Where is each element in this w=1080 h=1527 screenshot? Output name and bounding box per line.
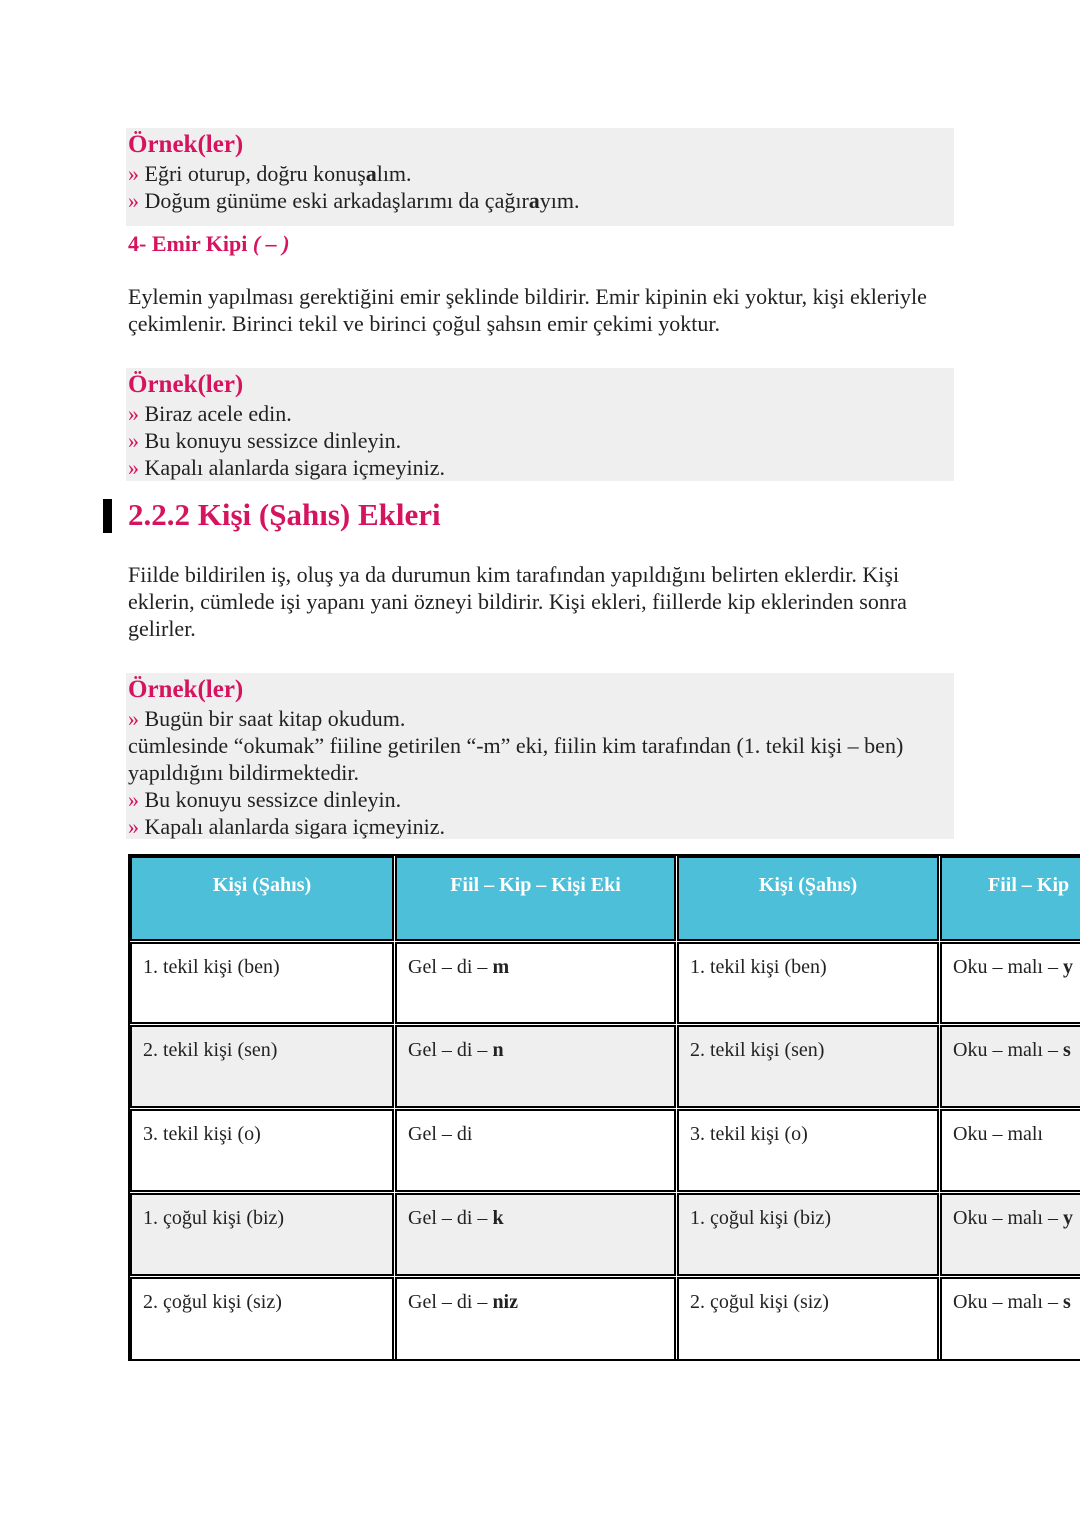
example-title: Örnek(ler) [128,371,244,398]
table-cell: Gel – di – n [395,1025,676,1108]
section-paragraph: Fiilde bildirilen iş, oluş ya da durumun kim tarafından yapıldığını belirten eklerdir. Kişi eklerin, cümlede işi yapanı yani özneyi bildirir. Kişi ekleri, fiillerde kip eklerinden sonra gelirler. [128,562,907,641]
table-cell: Oku – malı – y [940,1193,1080,1276]
example-explanation: cümlesinde “okumak” fiiline getirilen “-m” eki, fiilin kim tarafından (1. tekil kişi – ben) yapıldığını bildirmektedir. [128,733,904,785]
table-cell: 2. çoğul kişi (siz) [130,1277,394,1361]
bullet-marker: » [128,428,139,453]
example-line: » Kapalı alanlarda sigara içmeyiniz. [128,814,446,839]
example-box-3 [126,673,954,839]
example-box-2 [126,368,954,481]
table-cell: Gel – di – m [395,942,676,1024]
table-cell: Gel – di [395,1109,676,1192]
example-line: » Biraz acele edin. [128,401,292,426]
table-cell: 1. tekil kişi (ben) [677,942,939,1024]
section-marker-bar [103,499,112,533]
table-cell: 3. tekil kişi (o) [130,1109,394,1192]
table-cell: Oku – malı – s [940,1025,1080,1108]
emir-kipi-heading: 4- Emir Kipi ( – ) [128,231,290,256]
table-cell: Oku – malı – s [940,1277,1080,1361]
table-cell: Oku – malı [940,1109,1080,1192]
table-cell: 2. çoğul kişi (siz) [677,1277,939,1361]
table-cell: Gel – di – k [395,1193,676,1276]
table-cell: 1. çoğul kişi (biz) [677,1193,939,1276]
section-heading: 2.2.2 Kişi (Şahıs) Ekleri [128,497,441,532]
table-cell: 1. tekil kişi (ben) [130,942,394,1024]
bullet-marker: » [128,161,139,186]
example-line: » Eğri oturup, doğru konuşalım. [128,161,412,186]
example-line: » Kapalı alanlarda sigara içmeyiniz. [128,455,446,480]
bullet-marker: » [128,188,139,213]
table-header-cell: Kişi (Şahıs) [130,856,394,941]
example-box-1 [126,128,954,226]
example-line: » Bugün bir saat kitap okudum. [128,706,406,731]
emir-kipi-paragraph: Eylemin yapılması gerektiğini emir şeklinde bildirir. Emir kipinin eki yoktur, kişi ekleriyle çekimlenir. Birinci tekil ve birinci çoğul şahsın emir çekimi yoktur. [128,284,927,336]
table-cell: 2. tekil kişi (sen) [677,1025,939,1108]
example-line: » Bu konuyu sessizce dinleyin. [128,428,402,453]
table-cell: 1. çoğul kişi (biz) [130,1193,394,1276]
bullet-marker: » [128,706,139,731]
example-title: Örnek(ler) [128,676,244,703]
bullet-marker: » [128,814,139,839]
table-header-cell: Fiil – Kip – Kişi Eki [395,856,676,941]
bullet-marker: » [128,455,139,480]
example-line: » Doğum günüme eski arkadaşlarımı da çağırayım. [128,188,580,213]
table-header-cell: Fiil – Kip [940,856,1080,941]
person-suffix-table [128,854,1080,1361]
table-cell: 2. tekil kişi (sen) [130,1025,394,1108]
table-header-cell: Kişi (Şahıs) [677,856,939,941]
bullet-marker: » [128,401,139,426]
table-cell: Gel – di – niz [395,1277,676,1361]
table-cell: 3. tekil kişi (o) [677,1109,939,1192]
example-line: » Bu konuyu sessizce dinleyin. [128,787,402,812]
example-title: Örnek(ler) [128,131,244,158]
table-cell: Oku – malı – y [940,942,1080,1024]
bullet-marker: » [128,787,139,812]
